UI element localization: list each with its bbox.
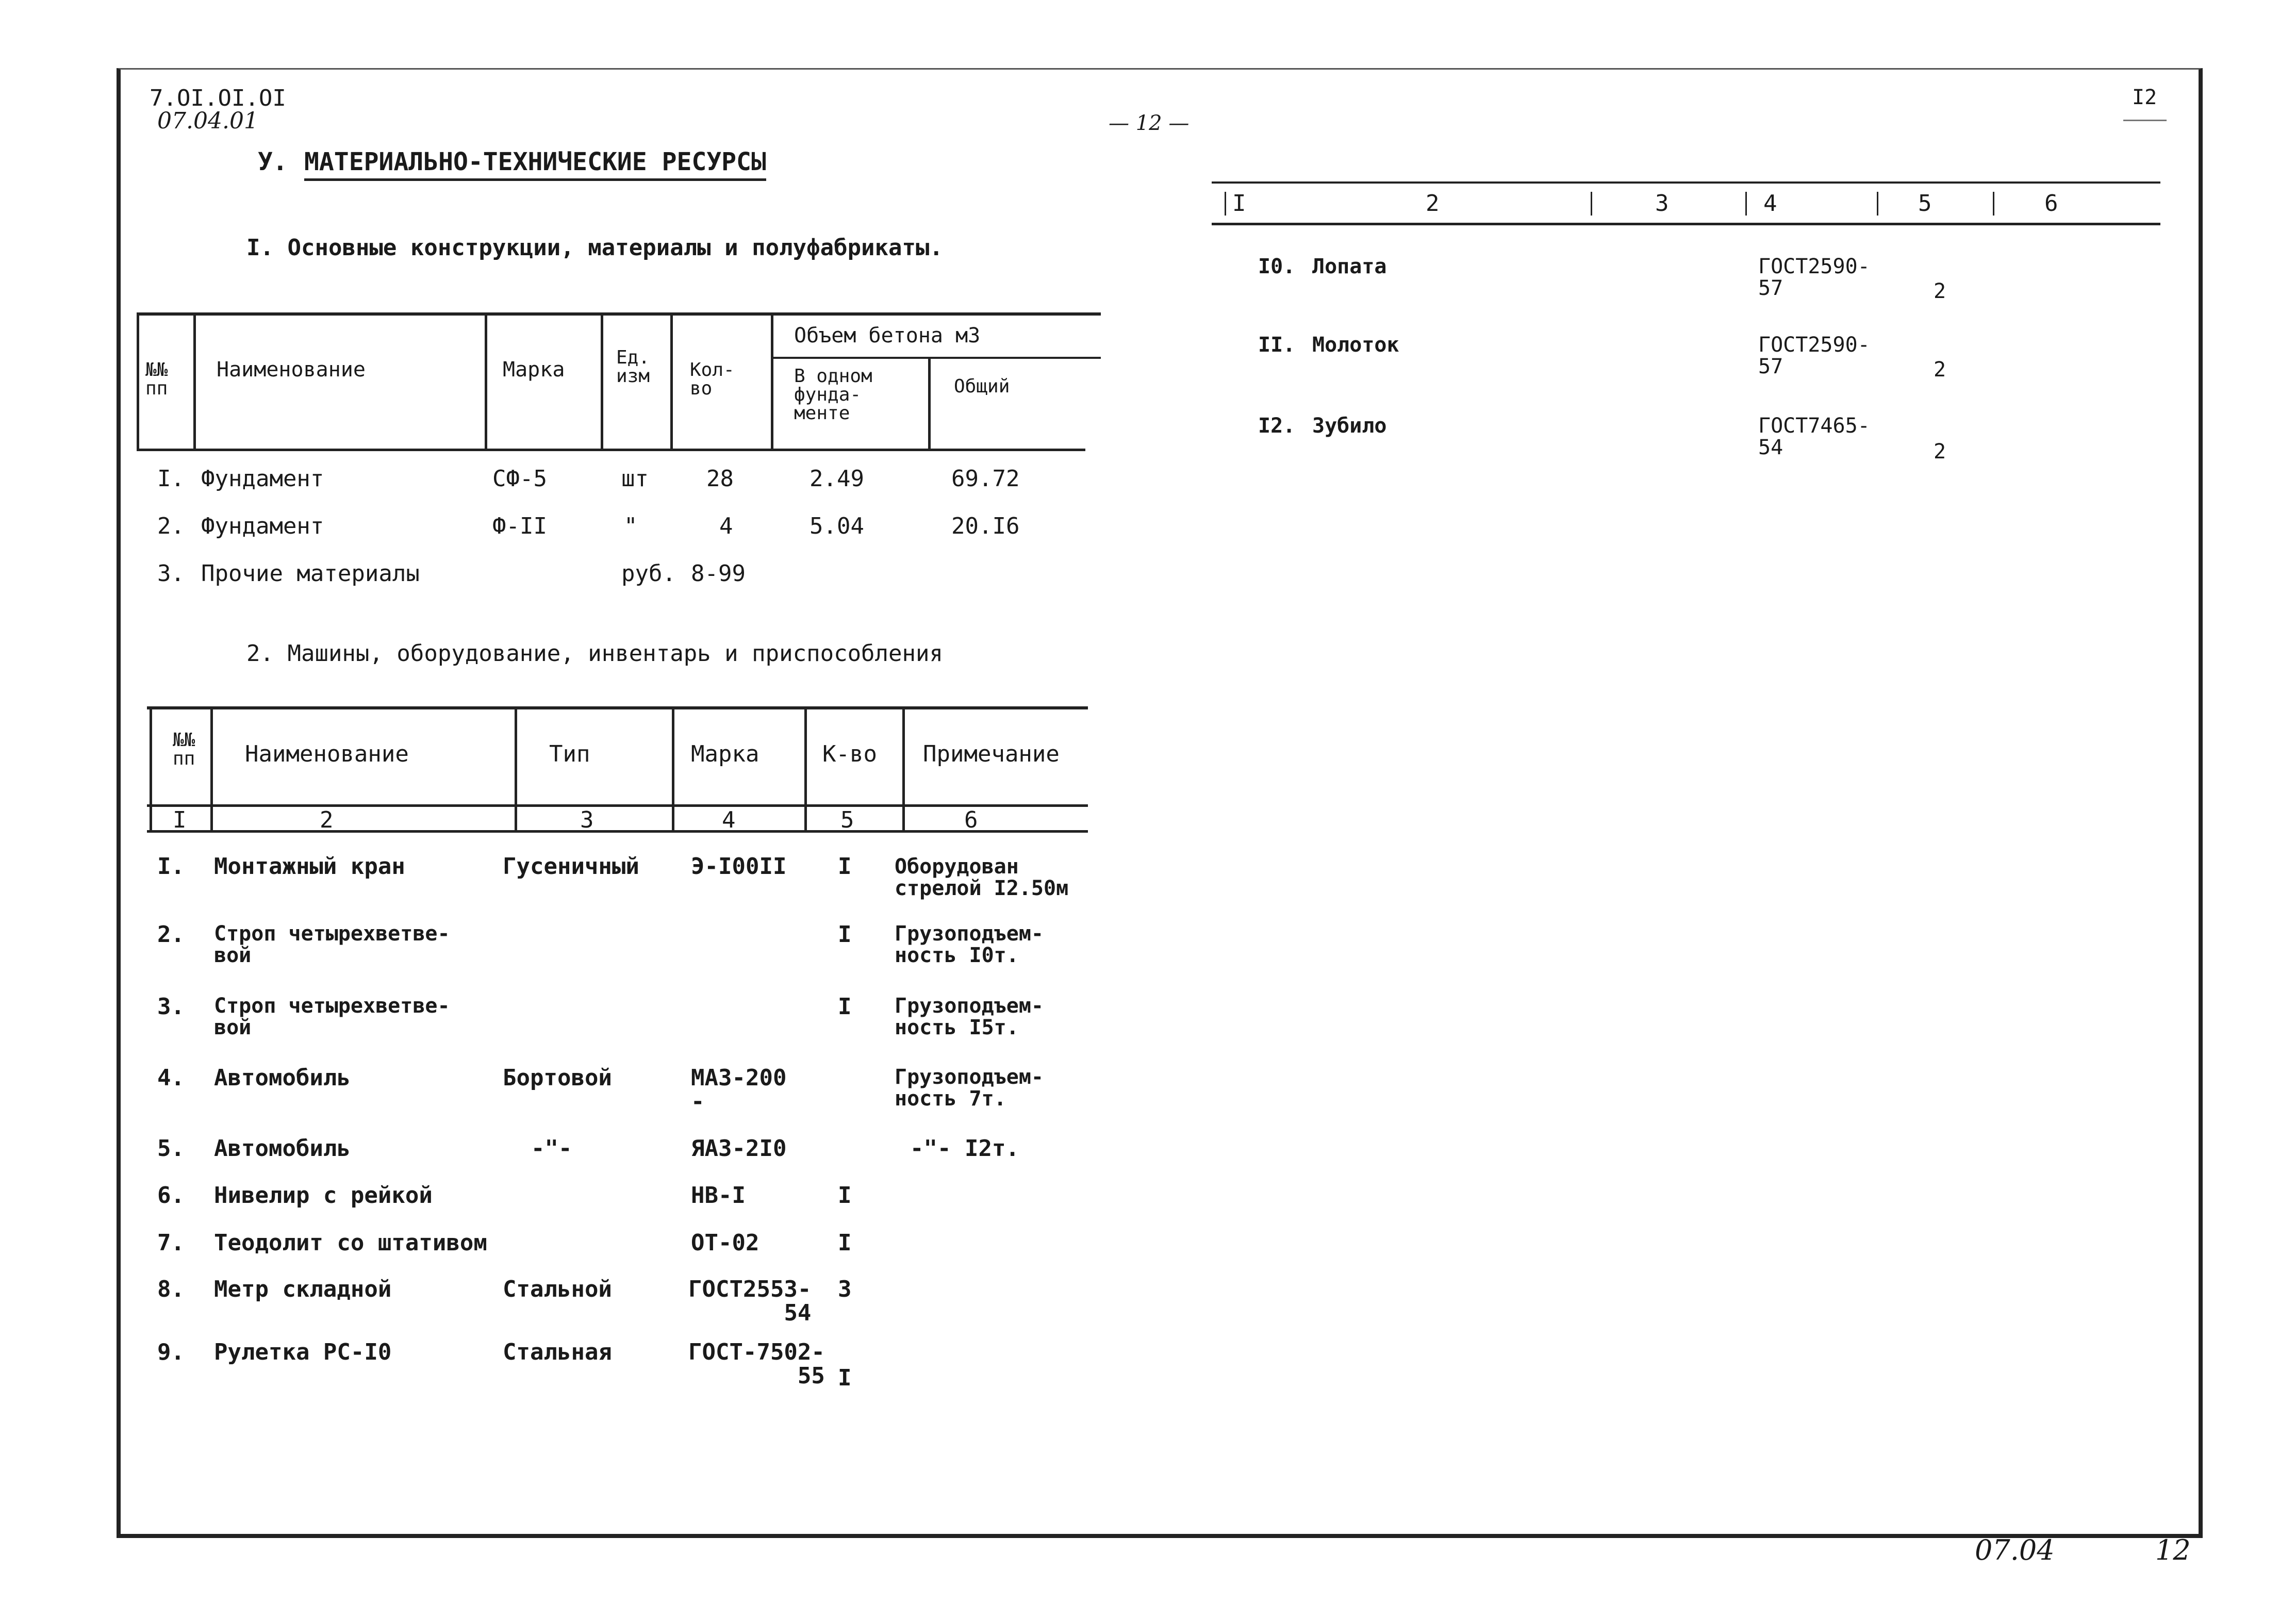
t1-header-num: №№ пп: [145, 359, 168, 399]
t3-cell-num: I0.: [1258, 255, 1296, 278]
t2-cell-qty: I: [838, 1365, 852, 1391]
t3-colnum-5: 5: [1918, 190, 1932, 217]
t2-cell-num: I.: [157, 853, 185, 880]
t2-cell-type: Бортовой: [503, 1065, 612, 1091]
t2-header-num: №№ пп: [173, 730, 195, 769]
t1-cell-num: 2.: [157, 513, 185, 539]
t1-header-vol-one: В одном фунда- менте: [794, 366, 872, 424]
t2-cell-qty: I: [838, 853, 852, 880]
t2-colnum-2: 2: [320, 807, 334, 833]
t2-cell-qty: I: [838, 921, 852, 948]
t2-cell-name: Теодолит со штативом: [214, 1230, 487, 1256]
t1-header-qty: Кол- во: [690, 359, 735, 399]
t2-colnum-3: 3: [580, 807, 594, 833]
t3-cell-num: II.: [1258, 333, 1296, 357]
t2-header-note: Примечание: [923, 741, 1060, 767]
t1-header-mark: Марка: [503, 358, 565, 382]
page-frame: [117, 68, 2203, 1538]
t2-cell-mark: Э-I00II: [691, 853, 787, 880]
t1-cell-vol-total: 69.72: [951, 466, 1020, 492]
t2-cell-qty: I: [838, 1230, 852, 1256]
t2-cell-num: 9.: [157, 1339, 185, 1365]
t1-cell-mark: СФ-5: [492, 466, 547, 492]
t2-cell-name: Нивелир с рейкой: [214, 1182, 433, 1209]
t2-header-name: Наименование: [245, 741, 409, 767]
t1-cell-num: I.: [157, 466, 185, 492]
t3-colnum-2: 2: [1426, 190, 1440, 217]
t1-cell-mark: Ф-II: [492, 513, 547, 539]
t2-cell-note: Грузоподъем- ность I5т.: [895, 994, 1044, 1039]
t1-cell-name: Прочие материалы: [201, 560, 420, 587]
t3-cell-qty: 2: [1934, 358, 1946, 382]
t1-cell-num: 3.: [157, 560, 185, 587]
t2-cell-mark: ЯАЗ-2I0: [691, 1135, 787, 1162]
t2-colnum-1: I: [173, 807, 187, 833]
t1-cell-qty: 4: [719, 513, 733, 539]
t3-cell-qty: 2: [1934, 440, 1946, 464]
t2-colnum-4: 4: [722, 807, 736, 833]
t2-cell-qty: I: [838, 1182, 852, 1209]
t2-cell-num: 2.: [157, 921, 185, 948]
t2-cell-type: Стальной: [503, 1276, 612, 1302]
t2-header-type: Тип: [549, 741, 590, 767]
t2-cell-note: Грузоподъем- ность 7т.: [895, 1065, 1044, 1111]
section-title: [304, 148, 766, 175]
t2-cell-name: Автомобиль: [214, 1065, 351, 1091]
t2-cell-type: Стальная: [503, 1339, 612, 1365]
section-number: У.: [258, 147, 288, 176]
t2-cell-type: Гусеничный: [503, 853, 639, 880]
t3-cell-name: Молоток: [1312, 333, 1399, 357]
t1-header-name: Наименование: [217, 358, 366, 382]
t2-cell-name: Автомобиль: [214, 1135, 351, 1162]
t3-cell-num: I2.: [1258, 414, 1296, 438]
t2-colnum-6: 6: [964, 807, 978, 833]
t2-cell-mark: МАЗ-200 -: [691, 1065, 787, 1115]
t3-cell-name: Лопата: [1312, 255, 1387, 278]
t1-cell-vol-one: 5.04: [810, 513, 864, 539]
t2-cell-num: 3.: [157, 994, 185, 1020]
t2-cell-name: Строп четырехветве- вой: [214, 922, 450, 967]
t2-cell-mark: ГОСТ2553- 54: [688, 1276, 812, 1326]
t3-cell-mark: ГОСТ2590- 57: [1758, 333, 1870, 378]
t3-colnum-1: I: [1232, 190, 1246, 217]
t2-cell-note: -"- I2т.: [910, 1135, 1019, 1162]
t1-cell-vol-total: 20.I6: [951, 513, 1020, 539]
t2-cell-mark: ГОСТ-7502- 55: [688, 1339, 825, 1389]
t2-cell-num: 6.: [157, 1182, 185, 1209]
t1-cell-qty: 8-99: [691, 560, 746, 587]
t3-colnum-4: 4: [1763, 190, 1777, 217]
t2-cell-qty: 3: [838, 1276, 852, 1302]
t3-colnum-6: 6: [2044, 190, 2058, 217]
t2-cell-num: 8.: [157, 1276, 185, 1302]
t2-cell-num: 7.: [157, 1230, 185, 1256]
t1-cell-name: Фундамент: [201, 513, 324, 539]
t3-cell-mark: ГОСТ7465- 54: [1758, 414, 1870, 459]
footer-page-handwritten: 12: [2155, 1534, 2191, 1566]
t2-colnum-5: 5: [840, 807, 854, 833]
t2-cell-note: Оборудован стрелой I2.50м: [895, 855, 1069, 900]
t2-cell-mark: НВ-I: [691, 1182, 746, 1209]
t2-cell-name: Метр складной: [214, 1276, 392, 1302]
t3-cell-qty: 2: [1934, 279, 1946, 303]
t1-cell-unit: руб.: [621, 560, 676, 587]
t3-colnum-3: 3: [1655, 190, 1669, 217]
t1-cell-qty: 28: [706, 466, 734, 492]
page-number-top: I2: [2132, 86, 2157, 109]
t1-cell-vol-one: 2.49: [810, 466, 864, 492]
t1-header-volume: Объем бетона м3: [794, 324, 981, 348]
t1-cell-unit: шт: [621, 466, 649, 492]
t2-cell-num: 4.: [157, 1065, 185, 1091]
t3-cell-mark: ГОСТ2590- 57: [1758, 255, 1870, 300]
footer-code-handwritten: 07.04: [1975, 1534, 2055, 1566]
t2-cell-type: -"-: [531, 1135, 572, 1162]
page-center-number: — 12 —: [1109, 111, 1190, 135]
t2-header-qty: К-во: [822, 741, 877, 767]
section-title-text: МАТЕРИАЛЬНО-ТЕХНИЧЕСКИЕ РЕСУРСЫ: [304, 147, 766, 181]
page-number-underline: [2123, 120, 2167, 121]
doc-code: 7.OI.OI.OI: [150, 85, 286, 111]
t2-cell-name: Рулетка РС-I0: [214, 1339, 392, 1365]
t1-header-unit: Ед. изм: [616, 347, 650, 387]
t2-cell-name: Монтажный кран: [214, 853, 405, 880]
t1-header-vol-total: Общий: [954, 376, 1010, 397]
t2-cell-note: Грузоподъем- ность I0т.: [895, 922, 1044, 967]
t3-cell-name: Зубило: [1312, 414, 1387, 438]
t1-cell-unit: ": [624, 513, 638, 539]
doc-code-handwritten: 07.04.01: [157, 108, 258, 134]
t2-cell-qty: I: [838, 994, 852, 1020]
subsection-1-title: I. Основные конструкции, материалы и полуфабрикаты.: [246, 235, 944, 261]
t2-cell-num: 5.: [157, 1135, 185, 1162]
t2-cell-name: Строп четырехветве- вой: [214, 994, 450, 1039]
t2-header-mark: Марка: [691, 741, 759, 767]
t1-cell-name: Фундамент: [201, 466, 324, 492]
t2-cell-mark: ОТ-02: [691, 1230, 759, 1256]
subsection-2-title: 2. Машины, оборудование, инвентарь и приспособления: [246, 640, 944, 667]
